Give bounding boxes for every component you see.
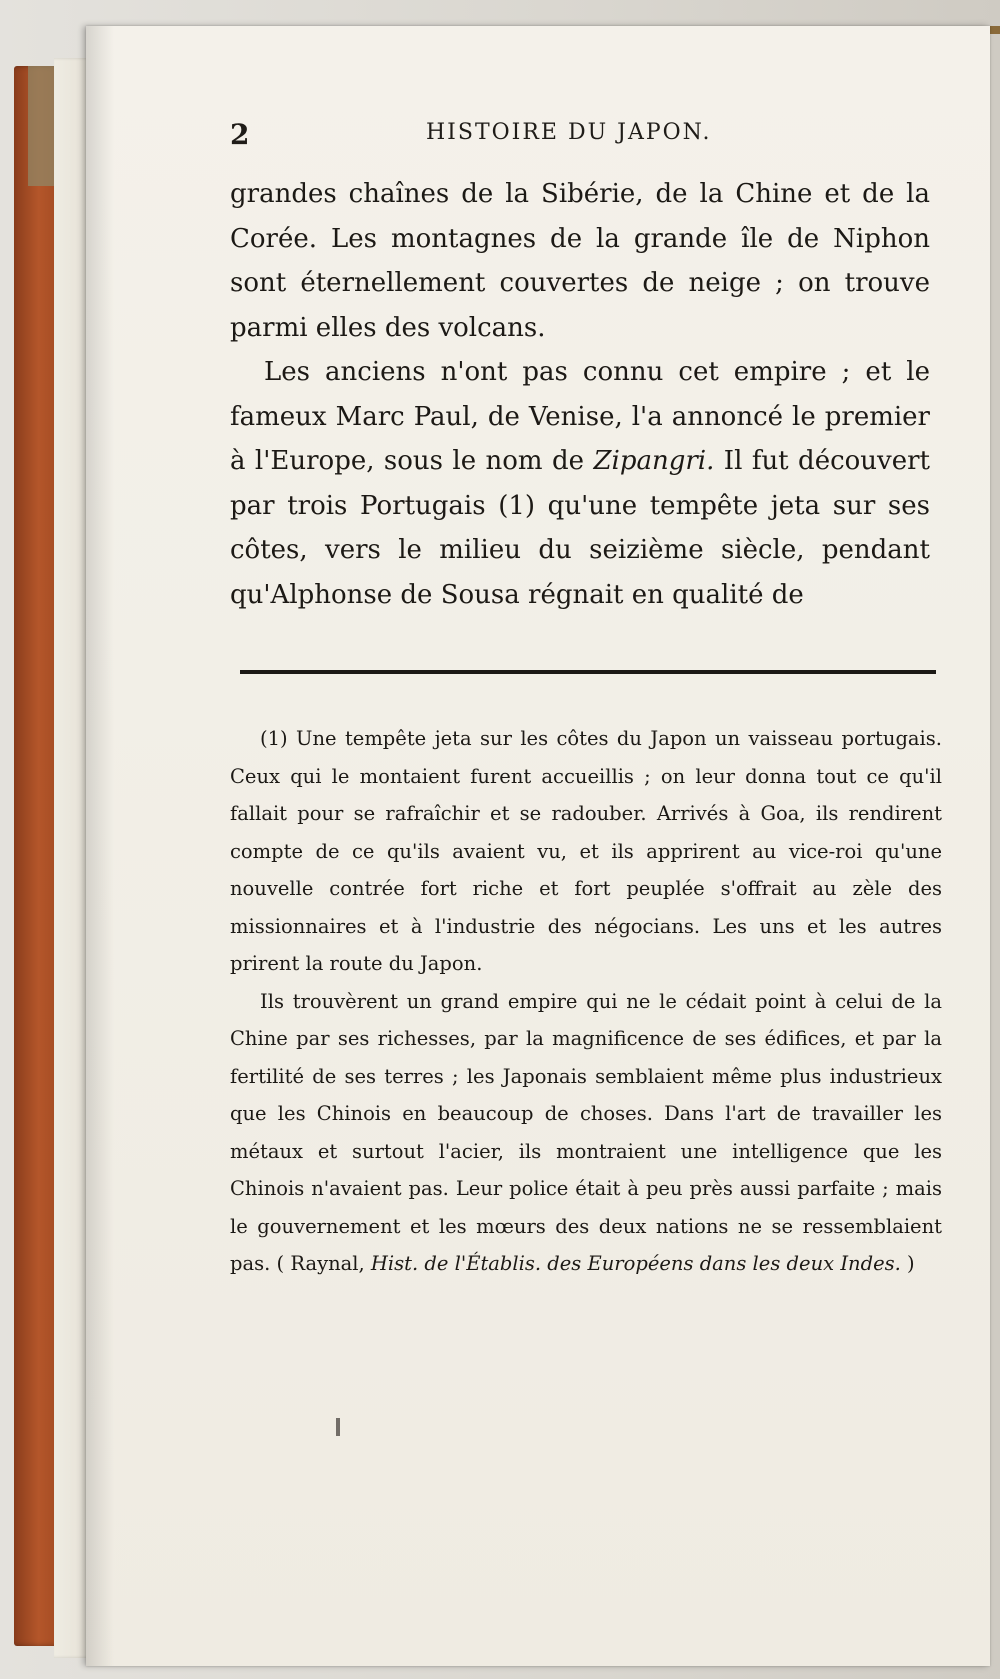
footnote-paragraph-1: (1) Une tempête jeta sur les côtes du Japon un vaisseau portugais. Ceux qui le montaient furent accueillis ; on leur donna tout ce qu'il fallait pour se rafraîchir et se radouber. Arrivés à Goa, ils rendirent compte de ce qu'ils avaient vu, et ils apprirent au vice-roi qu'une nouvelle contrée fort riche et fort peuplée s'offrait au zèle des missionnaires et à l'industrie des négocians. Les uns et les autres prirent la route du Japon. bbox=[230, 727, 942, 975]
ink-mark bbox=[336, 1418, 340, 1436]
body-paragraph-2-italic: Zipangri. bbox=[593, 446, 715, 476]
body-paragraph-2-text-b: Il fut découvert par trois Portugais (1) qu'une tempête jeta sur ses côtes, vers le milieu du seizième siècle, pendant qu'Alphonse de Sousa régnait en qualité de bbox=[230, 446, 930, 610]
footnote-paragraph-2-text-a: Ils trouvèrent un grand empire qui ne le cédait point à celui de la Chine par ses richesses, par la magnificence de ses édifices, et par la fertilité de ses terres ; les Japonais semblaient même plus industrieux que les Chinois en beaucoup de choses. Dans l'art de travailler les métaux et surtout l'acier, ils montraient une intelligence que les Chinois n'avaient pas. Leur police était à peu près aussi parfaite ; mais le gouvernement et les mœurs des deux nations ne se ressemblaient pas. ( Raynal, bbox=[230, 989, 942, 1275]
body-paragraph-2 bbox=[230, 350, 930, 617]
footnote-citation-italic: Hist. de l'Établis. des Européens dans les deux Indes. bbox=[370, 1252, 901, 1275]
body-paragraph-2-text-a: Les anciens n'ont pas connu cet empire ; et le fameux Marc Paul, de Venise, l'a annoncé le premier à l'Europe, sous le nom de bbox=[230, 357, 930, 476]
footnote-paragraph-2 bbox=[230, 983, 942, 1283]
page-header bbox=[230, 118, 930, 158]
main-text-block bbox=[230, 172, 930, 617]
page-number: 2 bbox=[230, 118, 250, 151]
footnote-block bbox=[230, 720, 942, 1283]
body-paragraph-1: grandes chaînes de la Sibérie, de la Chine et de la Corée. Les montagnes de la grande île de Niphon sont éternellement couvertes de neige ; on trouve parmi elles des volcans. bbox=[230, 179, 930, 343]
running-title: HISTOIRE DU JAPON. bbox=[426, 120, 712, 145]
footnote-paragraph-2-text-b: ) bbox=[900, 1252, 915, 1275]
footnote-divider bbox=[240, 670, 936, 674]
